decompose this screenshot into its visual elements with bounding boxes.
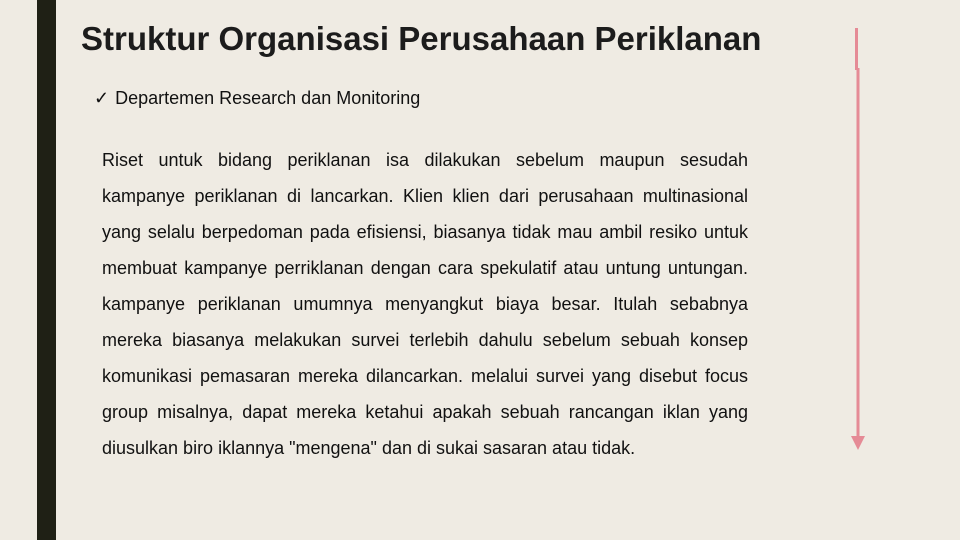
slide-title: Struktur Organisasi Perusahaan Periklanan bbox=[81, 20, 762, 57]
down-arrow-icon bbox=[848, 68, 868, 452]
left-accent-bar bbox=[37, 0, 56, 540]
accent-line bbox=[855, 28, 858, 70]
bullet-item bbox=[94, 88, 420, 109]
bullet-text: Departemen Research dan Monitoring bbox=[115, 88, 421, 108]
body-paragraph: Riset untuk bidang periklanan isa dilakukan sebelum maupun sesudah kampanye periklanan di lancarkan. Klien klien dari perusahaan multinasional yang selalu berpedoman pada efisiensi, biasanya tidak mau ambil resiko untuk membuat kampanye perriklanan dengan cara spekulatif atau untung untungan. kampanye periklanan umumnya menyangkut biaya besar. Itulah sebabnya mereka biasanya melakukan survei terlebih dahulu sebelum sebuah konsep komunikasi pemasaran mereka dilancarkan. melalui survei yang disebut focus group misalnya, dapat mereka ketahui apakah sebuah rancangan iklan yang diusulkan biro iklannya "mengena" dan di sukai sasaran atau tidak. bbox=[102, 150, 748, 458]
check-icon: ✓ bbox=[94, 88, 110, 108]
